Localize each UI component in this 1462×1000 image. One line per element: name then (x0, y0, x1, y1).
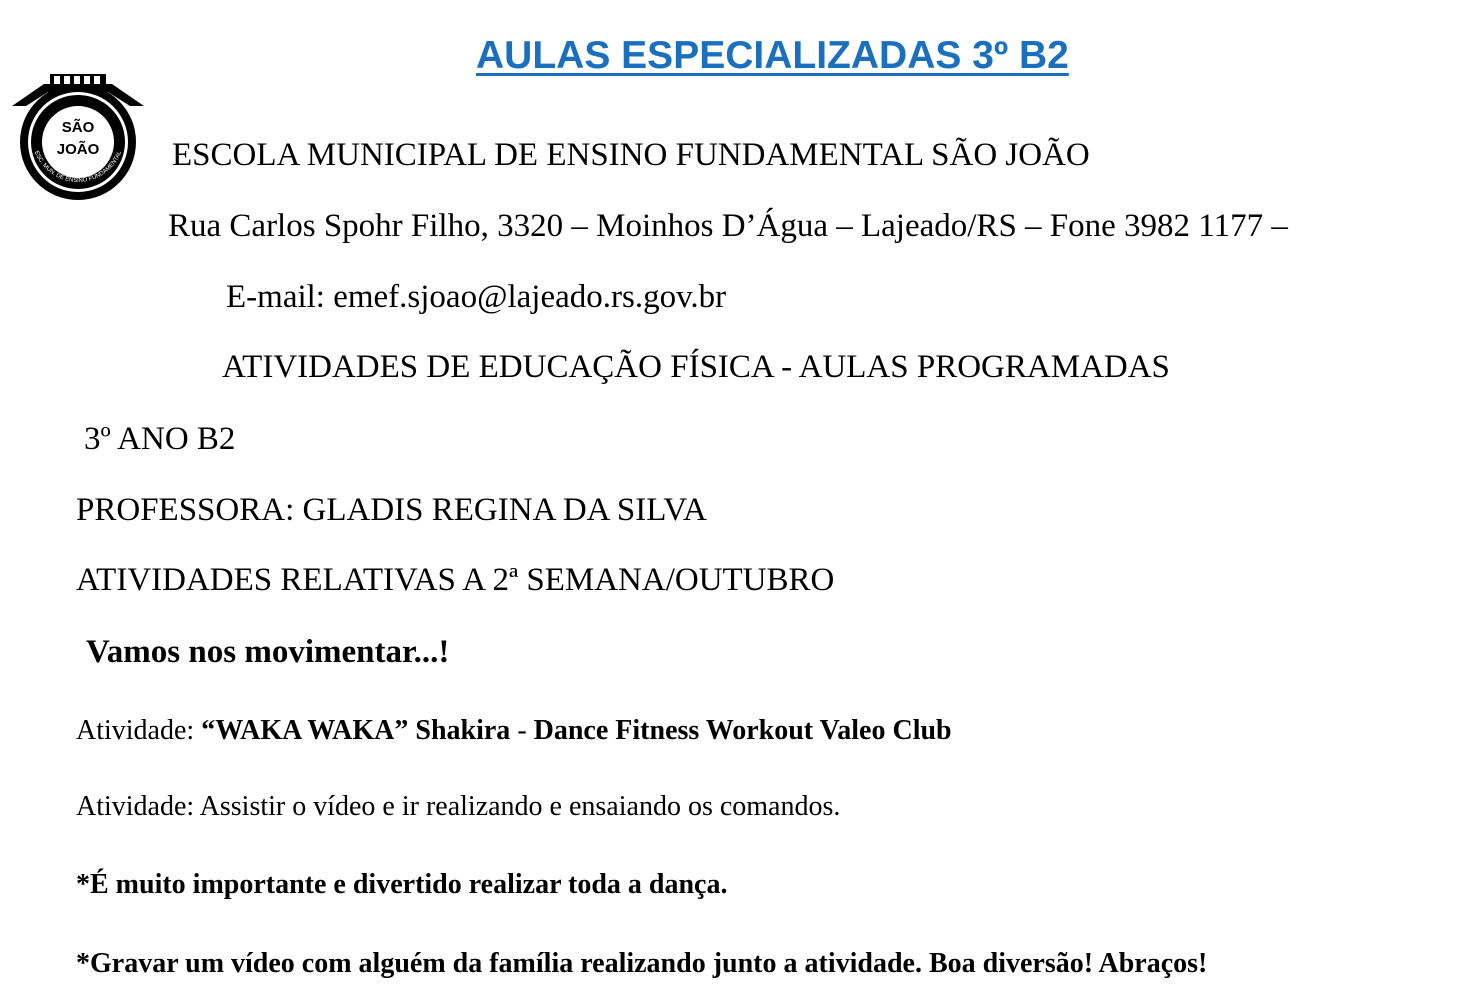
teacher-name: PROFESSORA: GLADIS REGINA DA SILVA (76, 492, 707, 528)
activity-1-separator: - (510, 715, 534, 746)
seal-ring-text: ESC. MUN. DE ENSINO FUNDAMENTAL (32, 150, 124, 185)
activity-2: Atividade: Assistir o vídeo e ir realizando e ensaiando os comandos. (76, 791, 841, 822)
document-title: AULAS ESPECIALIZADAS 3º B2 (476, 34, 1069, 77)
activity-1 (76, 714, 952, 748)
seal-top-text: SÃO (61, 119, 95, 136)
activity-1-label: Atividade: (76, 715, 202, 746)
note-2: *Gravar um vídeo com alguém da família realizando junto a atividade. Boa diversão! Abraços! (76, 948, 1208, 979)
week-label: ATIVIDADES RELATIVAS A 2ª SEMANA/OUTUBRO (76, 562, 835, 598)
school-name: ESCOLA MUNICIPAL DE ENSINO FUNDAMENTAL SÃO JOÃO (172, 137, 1090, 173)
motto-text: Vamos nos movimentar...! (86, 634, 450, 670)
school-address: Rua Carlos Spohr Filho, 3320 – Moinhos D’Água – Lajeado/RS – Fone 3982 1177 – (168, 208, 1288, 244)
school-seal-icon (10, 70, 146, 204)
seal-bottom-text: JOÃO (56, 141, 100, 158)
note-1: *É muito importante e divertido realizar toda a dança. (76, 869, 728, 900)
grade-label: 3º ANO B2 (84, 421, 236, 457)
activity-1-title: “WAKA WAKA” Shakira (201, 715, 511, 746)
subject-heading: ATIVIDADES DE EDUCAÇÃO FÍSICA - AULAS PROGRAMADAS (222, 349, 1170, 385)
activity-1-rest: Dance Fitness Workout Valeo Club (533, 715, 952, 746)
school-email: E-mail: emef.sjoao@lajeado.rs.gov.br (226, 279, 727, 315)
